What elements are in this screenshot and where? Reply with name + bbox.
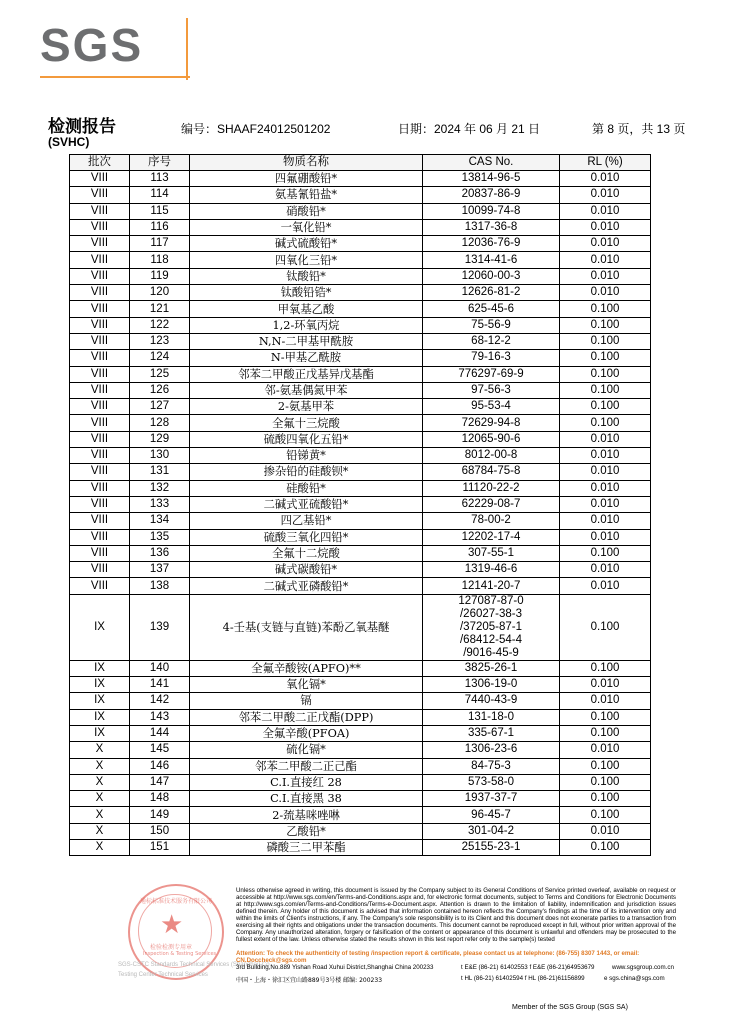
- cell-batch: VIII: [70, 350, 130, 366]
- cell-substance: 2-氨基甲苯: [190, 399, 423, 415]
- cell-cas: 62229-08-7: [423, 496, 560, 512]
- cell-number: 148: [130, 791, 190, 807]
- cell-cas: 95-53-4: [423, 399, 560, 415]
- cell-rl: 0.010: [560, 529, 651, 545]
- cell-batch: X: [70, 807, 130, 823]
- table-row: [70, 219, 651, 235]
- cell-substance: 甲氧基乙酸: [190, 301, 423, 317]
- cell-number: 132: [130, 480, 190, 496]
- cell-substance: 磷酸三二甲苯酯: [190, 839, 423, 855]
- cell-cas: 12202-17-4: [423, 529, 560, 545]
- table-row: [70, 709, 651, 725]
- cell-substance: 四氟硼酸铅*: [190, 171, 423, 187]
- cell-cas: 97-56-3: [423, 382, 560, 398]
- cell-rl: 0.100: [560, 399, 651, 415]
- table-row: [70, 758, 651, 774]
- cell-number: 122: [130, 317, 190, 333]
- table-row: [70, 562, 651, 578]
- cell-rl: 0.010: [560, 219, 651, 235]
- cell-batch: VIII: [70, 187, 130, 203]
- cell-cas: 12141-20-7: [423, 578, 560, 594]
- cell-batch: IX: [70, 709, 130, 725]
- table-row: [70, 660, 651, 676]
- phone-ee: t E&E (86-21) 61402553 f E&E (86-21)64953679: [461, 964, 595, 971]
- report-subtitle: (SVHC): [48, 135, 90, 149]
- cell-substance: N-甲基乙酰胺: [190, 350, 423, 366]
- cell-number: 129: [130, 431, 190, 447]
- cell-cas: 72629-94-8: [423, 415, 560, 431]
- cell-rl: 0.010: [560, 693, 651, 709]
- cell-batch: VIII: [70, 236, 130, 252]
- cell-substance: 氧化镉*: [190, 677, 423, 693]
- cell-number: 128: [130, 415, 190, 431]
- phone-hl: t HL (86-21) 61402594 f HL (86-21)61156899: [461, 975, 585, 982]
- cell-substance: C.I.直接黑 38: [190, 791, 423, 807]
- cell-batch: VIII: [70, 415, 130, 431]
- table-row: [70, 839, 651, 855]
- cell-substance: 二碱式亚硫酸铅*: [190, 496, 423, 512]
- table-row: [70, 171, 651, 187]
- cell-cas: 7440-43-9: [423, 693, 560, 709]
- cell-batch: X: [70, 791, 130, 807]
- table-row: [70, 285, 651, 301]
- cell-substance: 2-巯基咪唑啉: [190, 807, 423, 823]
- table-row: [70, 366, 651, 382]
- cell-cas: 12036-76-9: [423, 236, 560, 252]
- cell-number: 151: [130, 839, 190, 855]
- cell-batch: VIII: [70, 529, 130, 545]
- cell-rl: 0.010: [560, 562, 651, 578]
- cell-substance: 邻苯二甲酸二正戊酯(DPP): [190, 709, 423, 725]
- cell-cas: 11120-22-2: [423, 480, 560, 496]
- cell-batch: VIII: [70, 268, 130, 284]
- cell-rl: 0.100: [560, 774, 651, 790]
- table-row: [70, 431, 651, 447]
- logo-vertical-rule: [186, 18, 188, 80]
- table-row: [70, 693, 651, 709]
- table-row: [70, 791, 651, 807]
- contact-email: e sgs.china@sgs.com: [604, 975, 665, 982]
- cell-rl: 0.100: [560, 301, 651, 317]
- cell-number: 145: [130, 742, 190, 758]
- cell-rl: 0.010: [560, 285, 651, 301]
- cell-number: 123: [130, 333, 190, 349]
- cell-substance: 4-壬基(支链与直链)苯酚乙氧基醚: [190, 594, 423, 660]
- cell-rl: 0.010: [560, 187, 651, 203]
- table-row: [70, 496, 651, 512]
- cell-cas: 1306-19-0: [423, 677, 560, 693]
- cell-rl: 0.100: [560, 839, 651, 855]
- table-row: [70, 774, 651, 790]
- col-batch-header: 批次: [70, 155, 130, 171]
- cell-substance: 碱式碳酸铅*: [190, 562, 423, 578]
- cell-batch: VIII: [70, 301, 130, 317]
- cell-rl: 0.010: [560, 742, 651, 758]
- cell-cas: 307-55-1: [423, 545, 560, 561]
- cell-substance: 硝酸铅*: [190, 203, 423, 219]
- cell-rl: 0.010: [560, 268, 651, 284]
- seal-star-icon: ★: [160, 910, 184, 940]
- seal-mid-text: 检验检测专用章: [150, 944, 193, 951]
- cell-number: 131: [130, 464, 190, 480]
- cell-substance: 乙酸铅*: [190, 823, 423, 839]
- table-row: [70, 480, 651, 496]
- cell-batch: VIII: [70, 448, 130, 464]
- cell-cas: 127087-87-0 /26027-38-3 /37205-87-1 /68412-54-4 /9016-45-9: [423, 594, 560, 660]
- cell-number: 117: [130, 236, 190, 252]
- cell-batch: VIII: [70, 203, 130, 219]
- table-row: [70, 203, 651, 219]
- cell-substance: C.I.直接红 28: [190, 774, 423, 790]
- cell-substance: 硫酸四氧化五铅*: [190, 431, 423, 447]
- cell-number: 116: [130, 219, 190, 235]
- cell-rl: 0.100: [560, 791, 651, 807]
- cell-cas: 1306-23-6: [423, 742, 560, 758]
- cell-batch: IX: [70, 660, 130, 676]
- cell-batch: IX: [70, 677, 130, 693]
- authenticity-notice: Attention: To check the authenticity of testing /inspection report & certificate, please contact us at telephone: (86-755) 8307 1443, or email: CN.Doccheck@sgs.com: [236, 950, 640, 964]
- cell-batch: VIII: [70, 431, 130, 447]
- cell-rl: 0.010: [560, 171, 651, 187]
- cell-number: 136: [130, 545, 190, 561]
- cell-cas: 10099-74-8: [423, 203, 560, 219]
- table-row: [70, 187, 651, 203]
- sgs-logo: SGS: [40, 19, 144, 71]
- col-cas-header: CAS No.: [423, 155, 560, 171]
- cell-rl: 0.100: [560, 545, 651, 561]
- table-row: [70, 415, 651, 431]
- logo-underline: [40, 76, 190, 78]
- cell-rl: 0.100: [560, 317, 651, 333]
- cell-rl: 0.010: [560, 464, 651, 480]
- cell-number: 143: [130, 709, 190, 725]
- cell-batch: VIII: [70, 496, 130, 512]
- cell-number: 146: [130, 758, 190, 774]
- cell-batch: VIII: [70, 382, 130, 398]
- cell-cas: 573-58-0: [423, 774, 560, 790]
- cell-batch: X: [70, 839, 130, 855]
- cell-number: 135: [130, 529, 190, 545]
- cell-rl: 0.100: [560, 660, 651, 676]
- cell-number: 120: [130, 285, 190, 301]
- table-row: [70, 382, 651, 398]
- col-rl-header: RL (%): [560, 155, 651, 171]
- cell-batch: VIII: [70, 171, 130, 187]
- cell-batch: VIII: [70, 399, 130, 415]
- cell-batch: VIII: [70, 285, 130, 301]
- cell-cas: 78-00-2: [423, 513, 560, 529]
- cell-cas: 12065-90-6: [423, 431, 560, 447]
- table-row: [70, 513, 651, 529]
- cell-rl: 0.010: [560, 203, 651, 219]
- cell-substance: 邻-氨基偶氮甲苯: [190, 382, 423, 398]
- cell-cas: 131-18-0: [423, 709, 560, 725]
- address-english: 3rd Building,No.889 Yishan Road Xuhui District,Shanghai China 200233: [236, 964, 434, 971]
- cell-substance: 四乙基铅*: [190, 513, 423, 529]
- cell-substance: 二碱式亚磷酸铅*: [190, 578, 423, 594]
- cell-substance: 硫酸三氧化四铅*: [190, 529, 423, 545]
- substance-table: [69, 154, 651, 856]
- table-row: [70, 252, 651, 268]
- cell-rl: 0.010: [560, 480, 651, 496]
- cell-substance: 一氧化铅*: [190, 219, 423, 235]
- cell-substance: 碱式硫酸铅*: [190, 236, 423, 252]
- table-row: [70, 677, 651, 693]
- legal-disclaimer: Unless otherwise agreed in writing, this document is issued by the Company subject to its General Conditions of Service printed overleaf, available on request or accessible at http://www.sgs.com/en/Terms-and-Conditions.aspx and, for electronic format documents, subject to Terms and Conditions for Electronic Documents at http://www.sgs.com/en/Terms-and-Conditions/Terms-e-Document.aspx. Attention is drawn to the limitation of liability, indemnification and jurisdiction issues defined therein. Any holder of this document is advised that information contained hereon reflects the Company's findings at the time of its intervention only and within the limits of Client's instructions, if any. The Company's sole responsibility is to its Client and this document does not exonerate parties to a transaction from exercising all their rights and obligations under the transaction documents. This document cannot be reproduced except in full, without prior written approval of the Company. Any unauthorized alteration, forgery or falsification of the content or appearance of this document is unlawful and offenders may be prosecuted to the fullest extent of the law. Unless otherwise stated the results shown in this test report refer only to the sample(s) tested: [236, 887, 676, 943]
- cell-batch: VIII: [70, 480, 130, 496]
- cell-rl: 0.100: [560, 807, 651, 823]
- table-row: [70, 807, 651, 823]
- cell-batch: IX: [70, 693, 130, 709]
- cell-batch: IX: [70, 594, 130, 660]
- cell-cas: 75-56-9: [423, 317, 560, 333]
- cell-batch: VIII: [70, 317, 130, 333]
- cell-substance: N,N-二甲基甲酰胺: [190, 333, 423, 349]
- cell-cas: 68-12-2: [423, 333, 560, 349]
- cell-cas: 301-04-2: [423, 823, 560, 839]
- cell-rl: 0.100: [560, 758, 651, 774]
- cell-number: 126: [130, 382, 190, 398]
- table-row: [70, 594, 651, 660]
- col-number-header: 序号: [130, 155, 190, 171]
- cell-rl: 0.010: [560, 578, 651, 594]
- cell-number: 142: [130, 693, 190, 709]
- cell-batch: X: [70, 742, 130, 758]
- cell-batch: X: [70, 823, 130, 839]
- table-row: [70, 301, 651, 317]
- cell-rl: 0.100: [560, 333, 651, 349]
- table-header-row: [70, 155, 651, 171]
- cell-number: 130: [130, 448, 190, 464]
- cell-number: 150: [130, 823, 190, 839]
- cell-number: 113: [130, 171, 190, 187]
- cell-rl: 0.010: [560, 496, 651, 512]
- cell-number: 141: [130, 677, 190, 693]
- faded-stamp-line-1: SGS-CSTC Standards Technical Services (Shanghai) Co.,: [118, 962, 273, 968]
- cell-cas: 3825-26-1: [423, 660, 560, 676]
- col-substance-header: 物质名称: [190, 155, 423, 171]
- cell-number: 121: [130, 301, 190, 317]
- cell-substance: 硫化镉*: [190, 742, 423, 758]
- cell-cas: 84-75-3: [423, 758, 560, 774]
- cell-rl: 0.100: [560, 594, 651, 660]
- cell-cas: 1317-36-8: [423, 219, 560, 235]
- address-chinese: 中国・上海・徐汇区宜山路889号3号楼 邮编: 200233: [236, 977, 383, 984]
- cell-number: 125: [130, 366, 190, 382]
- cell-substance: 全氟辛酸(PFOA): [190, 725, 423, 741]
- website: www.sgsgroup.com.cn: [612, 964, 674, 971]
- cell-cas: 625-45-6: [423, 301, 560, 317]
- cell-substance: 钛酸铅*: [190, 268, 423, 284]
- cell-rl: 0.010: [560, 513, 651, 529]
- table-row: [70, 529, 651, 545]
- table-row: [70, 333, 651, 349]
- cell-substance: 钛酸铅锆*: [190, 285, 423, 301]
- table-row: [70, 399, 651, 415]
- cell-batch: VIII: [70, 562, 130, 578]
- cell-batch: X: [70, 758, 130, 774]
- report-date: 日期：2024 年 06 月 21 日: [398, 122, 541, 136]
- cell-number: 114: [130, 187, 190, 203]
- cell-cas: 1319-46-6: [423, 562, 560, 578]
- table-row: [70, 823, 651, 839]
- faded-stamp-line-2: Testing Center Technical Services: [118, 972, 208, 978]
- cell-substance: 邻苯二甲酸二正己酯: [190, 758, 423, 774]
- member-statement: Member of the SGS Group (SGS SA): [512, 1004, 628, 1011]
- table-row: [70, 350, 651, 366]
- report-number: 编号：SHAAF24012501202: [181, 122, 331, 136]
- cell-number: 133: [130, 496, 190, 512]
- cell-rl: 0.100: [560, 725, 651, 741]
- cell-batch: IX: [70, 725, 130, 741]
- cell-substance: 掺杂铅的硅酸钡*: [190, 464, 423, 480]
- cell-batch: VIII: [70, 464, 130, 480]
- cell-batch: VIII: [70, 219, 130, 235]
- cell-number: 140: [130, 660, 190, 676]
- cell-rl: 0.010: [560, 236, 651, 252]
- cell-number: 115: [130, 203, 190, 219]
- table-row: [70, 725, 651, 741]
- cell-number: 127: [130, 399, 190, 415]
- cell-substance: 镉: [190, 693, 423, 709]
- cell-rl: 0.100: [560, 415, 651, 431]
- cell-cas: 96-45-7: [423, 807, 560, 823]
- table-row: [70, 578, 651, 594]
- cell-cas: 335-67-1: [423, 725, 560, 741]
- cell-cas: 68784-75-8: [423, 464, 560, 480]
- cell-substance: 邻苯二甲酸正戊基异戊基酯: [190, 366, 423, 382]
- report-title: 检测报告: [48, 117, 116, 137]
- cell-batch: VIII: [70, 366, 130, 382]
- cell-substance: 全氟辛酸铵(APFO)**: [190, 660, 423, 676]
- cell-number: 149: [130, 807, 190, 823]
- table-row: [70, 317, 651, 333]
- cell-rl: 0.100: [560, 366, 651, 382]
- cell-rl: 0.010: [560, 677, 651, 693]
- cell-number: 137: [130, 562, 190, 578]
- cell-rl: 0.100: [560, 382, 651, 398]
- cell-number: 138: [130, 578, 190, 594]
- table-row: [70, 742, 651, 758]
- cell-cas: 20837-86-9: [423, 187, 560, 203]
- cell-substance: 铅锑黄*: [190, 448, 423, 464]
- table-row: [70, 268, 651, 284]
- cell-batch: VIII: [70, 252, 130, 268]
- cell-rl: 0.010: [560, 448, 651, 464]
- cell-number: 119: [130, 268, 190, 284]
- cell-cas: 25155-23-1: [423, 839, 560, 855]
- cell-rl: 0.100: [560, 709, 651, 725]
- cell-number: 139: [130, 594, 190, 660]
- cell-rl: 0.010: [560, 252, 651, 268]
- cell-rl: 0.010: [560, 823, 651, 839]
- cell-cas: 79-16-3: [423, 350, 560, 366]
- cell-substance: 四氧化三铅*: [190, 252, 423, 268]
- seal-top-text: 通标标准技术服务有限公司: [140, 898, 213, 905]
- table-row: [70, 545, 651, 561]
- cell-batch: VIII: [70, 545, 130, 561]
- cell-batch: X: [70, 774, 130, 790]
- cell-batch: VIII: [70, 333, 130, 349]
- cell-batch: VIII: [70, 513, 130, 529]
- table-row: [70, 464, 651, 480]
- cell-cas: 1937-37-7: [423, 791, 560, 807]
- page-indicator: 第 8 页，共 13 页: [592, 122, 686, 136]
- cell-number: 124: [130, 350, 190, 366]
- cell-rl: 0.100: [560, 350, 651, 366]
- cell-cas: 12060-00-3: [423, 268, 560, 284]
- cell-substance: 1,2-环氧丙烷: [190, 317, 423, 333]
- cell-cas: 1314-41-6: [423, 252, 560, 268]
- cell-substance: 氨基氰铅盐*: [190, 187, 423, 203]
- cell-rl: 0.010: [560, 431, 651, 447]
- table-row: [70, 236, 651, 252]
- cell-cas: 8012-00-8: [423, 448, 560, 464]
- cell-cas: 776297-69-9: [423, 366, 560, 382]
- cell-substance: 硅酸铅*: [190, 480, 423, 496]
- cell-number: 134: [130, 513, 190, 529]
- cell-batch: VIII: [70, 578, 130, 594]
- cell-number: 144: [130, 725, 190, 741]
- cell-number: 118: [130, 252, 190, 268]
- seal-bottom-text: Inspection & Testing Services: [143, 951, 217, 957]
- cell-cas: 13814-96-5: [423, 171, 560, 187]
- cell-number: 147: [130, 774, 190, 790]
- table-row: [70, 448, 651, 464]
- cell-cas: 12626-81-2: [423, 285, 560, 301]
- cell-substance: 全氟十二烷酸: [190, 545, 423, 561]
- cell-substance: 全氟十三烷酸: [190, 415, 423, 431]
